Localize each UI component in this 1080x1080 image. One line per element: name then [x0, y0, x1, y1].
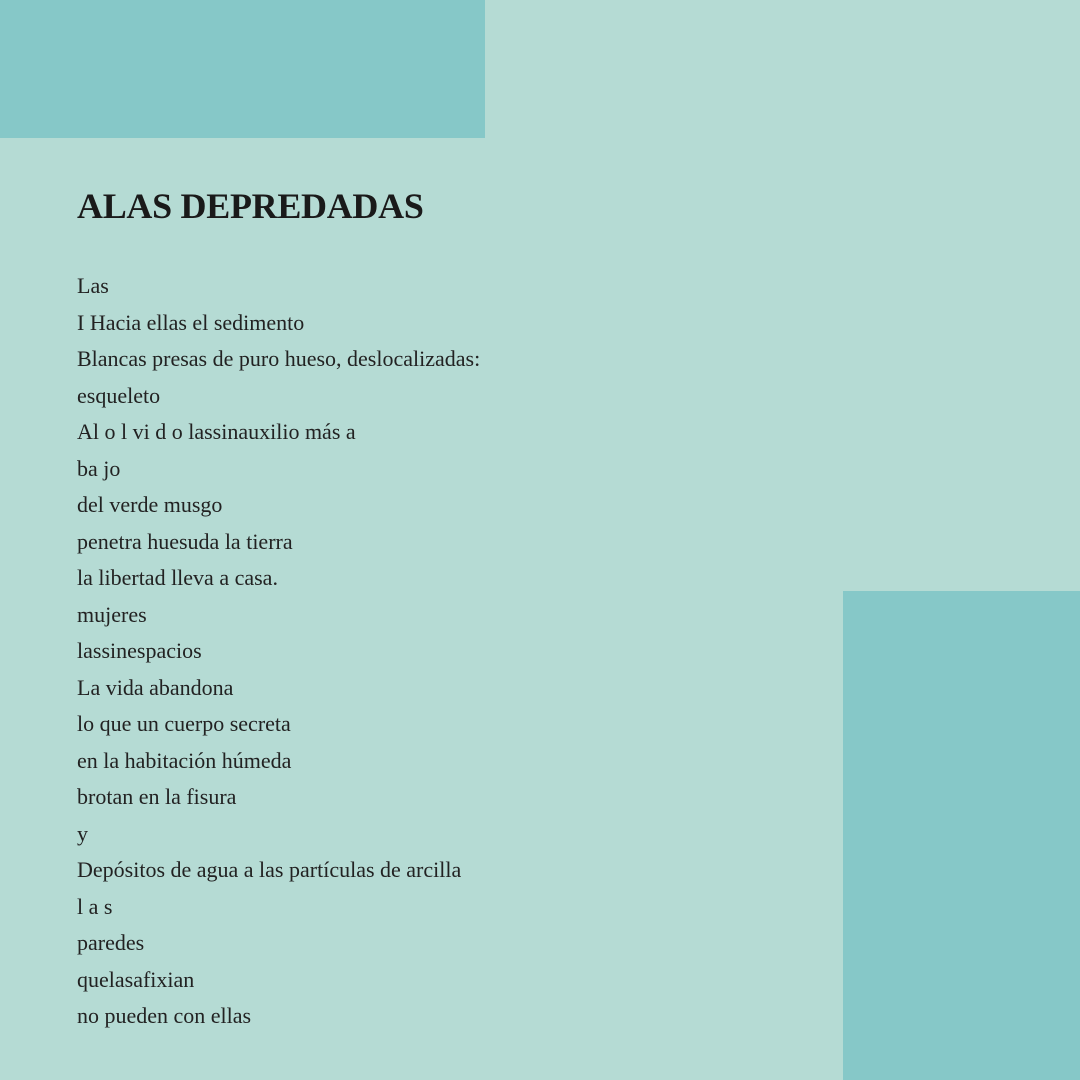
poem-line: paredes [77, 930, 145, 955]
decorative-block-bottom-right [843, 591, 1080, 1080]
poem-line: quelasafixian [77, 966, 195, 992]
poem-line: La vida abandona [77, 674, 234, 700]
decorative-block-top-left [0, 0, 485, 138]
poem-title: ALAS DEPREDADAS [77, 186, 424, 226]
poem-line: en la habitación húmeda [77, 747, 292, 773]
poem-line: l a s [77, 893, 113, 919]
poem-body [77, 268, 480, 1035]
poem-line: Blancas presas de puro hueso, deslocalizadas: [77, 346, 481, 371]
poem-line: esqueleto [77, 382, 161, 408]
poem-line: no pueden con ellas [77, 1003, 252, 1028]
poem-line: Depósitos de agua a las partículas de arcilla [77, 857, 462, 882]
poem-line: mujeres [77, 601, 147, 627]
poem-line: y [77, 820, 88, 846]
poem-line: I Hacia ellas el sedimento [77, 309, 305, 335]
poem-line: del verde musgo [77, 492, 223, 517]
poem-line: Al o l vi d o lassinauxilio más a [77, 419, 356, 444]
poem-line: brotan en la fisura [77, 784, 237, 809]
poem-line: ba jo [77, 455, 121, 481]
poem-line: lassinespacios [77, 638, 202, 663]
poem-line: penetra huesuda la tierra [77, 528, 293, 554]
poem-line: Las [77, 273, 109, 298]
poem-line: lo que un cuerpo secreta [77, 711, 291, 736]
poem-line: la libertad lleva a casa. [77, 565, 278, 590]
